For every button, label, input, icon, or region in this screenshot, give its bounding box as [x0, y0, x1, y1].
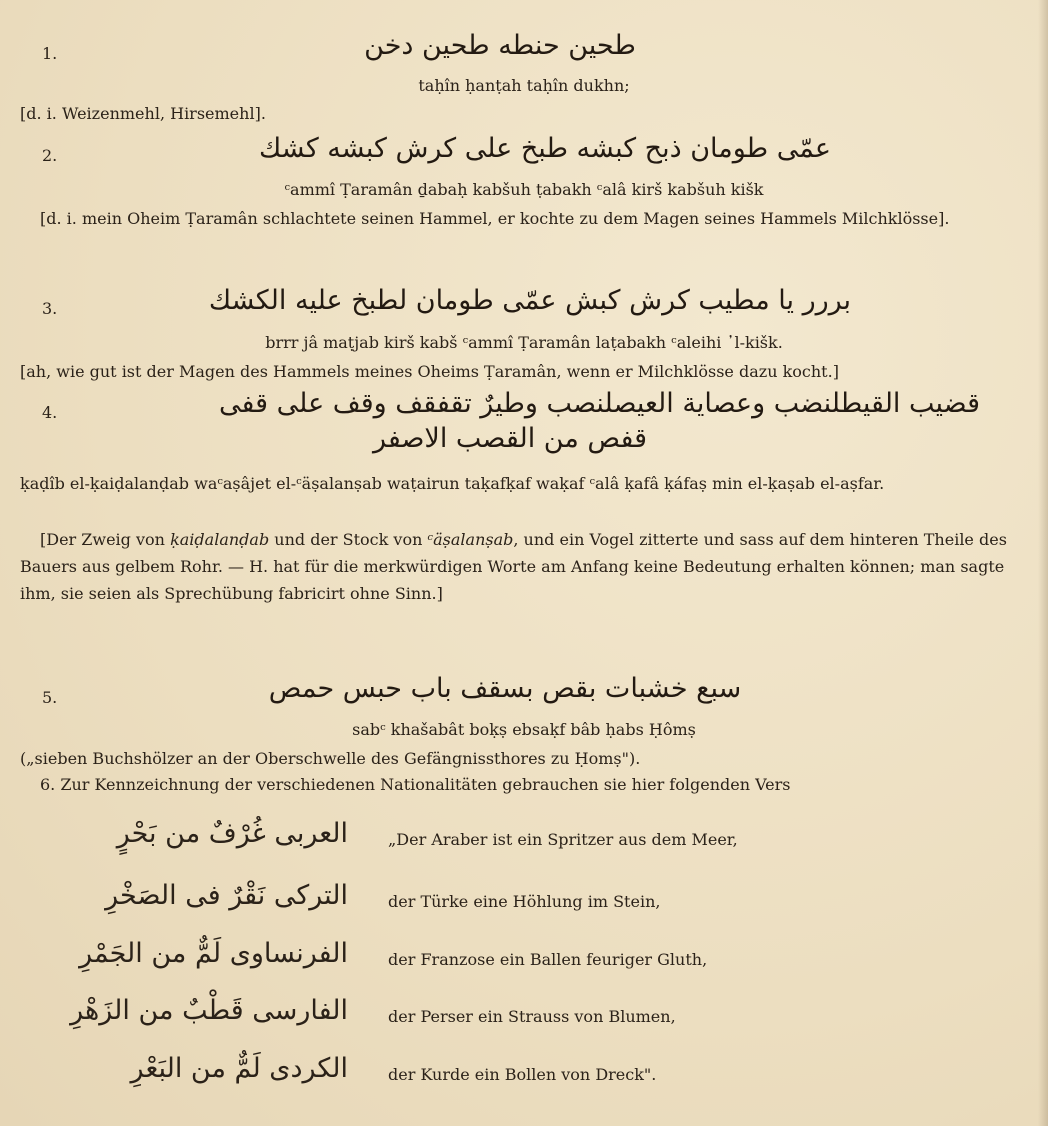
transliteration	[20, 470, 1025, 497]
transliteration-text: ḳaḍîb el-ḳaiḍalanḍab waᶜaṣâjet el-ᶜäṣalanṣab waṭairun taḳafḳaf waḳaf ᶜalâ ḳafâ ḳáfaṣ min el-ḳaṣab el-aṣfar.	[20, 474, 885, 493]
arabic-line: قفص من القصب الاصفر	[372, 423, 648, 454]
page-edge-shadow	[1038, 0, 1048, 1126]
german-text: [Der Zweig von	[40, 530, 171, 549]
transliteration: brrr jâ maṭjab kirš kabš ᶜammî Ṭaramân laṭabakh ᶜaleihi ᾽l-kišk.	[265, 333, 783, 352]
transliteration: ᶜammî Ṭaramân ḏabaḥ kabšuh ṭabakh ᶜalâ kirš kabšuh kišk	[284, 180, 764, 199]
arabic-line: عمّى طومان ذبح كبشه طبخ على كرش كبشه كشك	[259, 133, 831, 164]
german-text: , und ein Vogel zitterte und sass auf dem hinteren Theile des Bauers aus gelbem Rohr. — H. hat für die merkwürdigen Worte am Anfang keine Bedeutung erhalten können; man sagte ihm, sie seien als Sprechübung fabricirt ohne Sinn.]	[20, 530, 1007, 603]
verse-arabic: الفارسى قَطْبٌ من الزَهْرِ	[70, 995, 348, 1026]
verse-arabic: التركى نَقْرٌ فى الصَخْرِ	[105, 880, 348, 911]
entry-number: 3.	[42, 299, 58, 318]
entry-number: 2.	[42, 146, 58, 165]
german-italic-word: ᶜäṣalanṣab	[427, 530, 514, 549]
german-italic-word: ḳaiḍalanḍab	[170, 530, 270, 549]
verse-arabic: الفرنساوى لَمٌّ من الجَمْرِ	[79, 938, 348, 969]
german-translation	[20, 526, 1025, 607]
arabic-line: طحين حنطه طحين دخن	[364, 30, 636, 61]
verse-arabic: العربى غُرْفٌ من بَحْرٍ	[116, 818, 348, 849]
verse-german: der Kurde ein Bollen von Dreck".	[388, 1065, 657, 1084]
german-translation: [d. i. mein Oheim Ṭaramân schlachtete seinen Hammel, er kochte zu dem Magen seines Hammels Milchklösse].	[40, 209, 950, 228]
arabic-line: سبع خشبات بقص بسقف باب حبس حمص	[268, 673, 742, 704]
verse-german: der Franzose ein Ballen feuriger Gluth,	[388, 950, 708, 969]
arabic-line: قضيب القيطلنضب وعصاية العيصلنصب وطيرٌ تقفقف وقف على قفى	[219, 388, 980, 419]
transliteration: sabᶜ khašabât boḳṣ ebsaḳf bâb ḥabs Ḥômṣ	[352, 720, 696, 739]
verse-german: der Perser ein Strauss von Blumen,	[388, 1007, 676, 1026]
verse-german: „Der Araber ist ein Spritzer aus dem Meer,	[388, 830, 738, 849]
arabic-line: بررر يا مطيب كرش كبش عمّى طومان لطبخ عليه الكشك	[208, 285, 852, 316]
german-translation: („sieben Buchshölzer an der Oberschwelle des Gefängnissthores zu Ḥomṣ").	[20, 749, 641, 768]
entry-6-intro: 6. Zur Kennzeichnung der verschiedenen Nationalitäten gebrauchen sie hier folgenden Vers	[40, 775, 791, 794]
german-translation: [ah, wie gut ist der Magen des Hammels meines Oheims Ṭaramân, wenn er Milchklösse dazu kocht.]	[20, 362, 839, 381]
entry-number: 4.	[42, 403, 58, 422]
german-translation: [d. i. Weizenmehl, Hirsemehl].	[20, 104, 266, 123]
verse-arabic: الكردى لَمٌّ من البَعْرِ	[130, 1053, 348, 1084]
entry-number: 5.	[42, 688, 58, 707]
verse-german: der Türke eine Höhlung im Stein,	[388, 892, 661, 911]
entry-number: 1.	[42, 44, 58, 63]
transliteration: taḥîn ḥanṭah taḥîn dukhn;	[418, 76, 630, 95]
german-text: und der Stock von	[269, 530, 428, 549]
